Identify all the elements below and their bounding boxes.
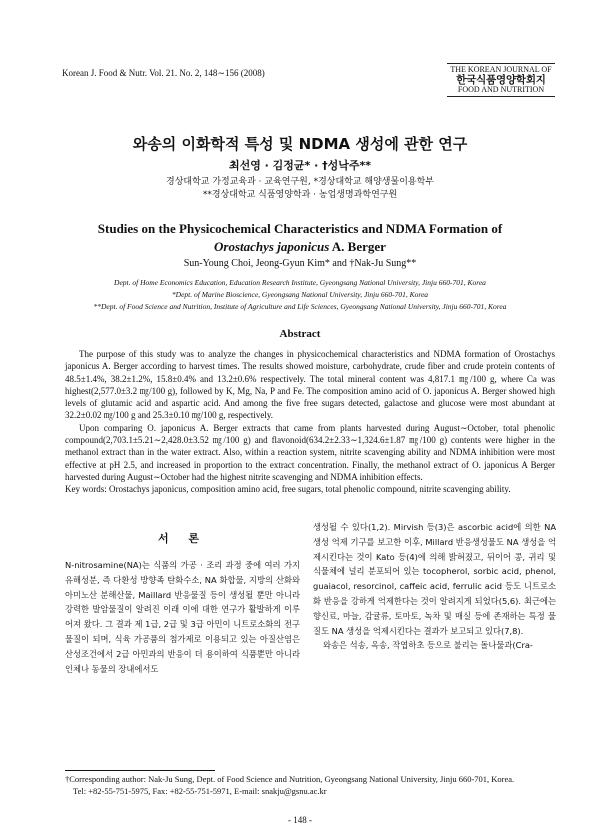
journal-masthead	[447, 62, 555, 98]
korean-affiliation-2: **경상대학교 식품영양학과 · 농업생명과학연구원	[202, 190, 398, 200]
body-left-column: N-nitrosamine(NA)는 식품의 가공 · 조리 과정 중에 여러 가지 유해성분, 즉 다환성 방향족 탄화수소, NA 화합물, 지방의 산화와 아미노산 분해산물, Maillard 반응물질 등이 생성될 뿐만 아니라 강력한 발암물질이 알려진 이래 이에 대한 연구가 활발하게 이루어져 왔다. 그 결과 제 1급, 2급 및 3급 아민이 니트로소화의 전구물질이 되며, 식육 가공품의 첨가제로 이용되고 있는 아질산염은 산성조건에서 2급 아민과의 반응이 더 용이하여 식품뿐만 아니라 인체나 동물의 장내에서도	[65, 560, 300, 674]
keywords: Key words: Orostachys japonicus, composition amino acid, free sugars, total phenolic compound, nitrite scavenging ability.	[65, 484, 511, 495]
english-affiliation-3: **Dept. of Food Science and Nutrition, Institute of Agriculture and Life Sciences, Gyeongsang National University, Jinju 660-701, Korea	[93, 302, 507, 311]
section-heading-introduction: 서 론	[157, 532, 208, 545]
korean-affiliation-1: 경상대학교 가정교육과 · 교육연구원, *경상대학교 해양생물이용학부	[166, 177, 434, 187]
body-right-paragraph-2: 와송은 석송, 옥송, 작엽하초 등으로 불리는 돌나물과(Cra-	[323, 640, 533, 651]
abstract-heading: Abstract	[279, 328, 321, 340]
footnote	[65, 773, 560, 797]
page-number: - 148 -	[288, 815, 312, 825]
corresponding-author: †Corresponding author: Nak-Ju Sung, Dept. of Food Science and Nutrition, Gyeongsang National University, Jinju 660-701, Korea.	[65, 774, 515, 784]
masthead-line1: THE KOREAN JOURNAL OF	[450, 65, 552, 74]
english-affiliation-2: *Dept. of Marine Bioscience, Gyeongsang National University, Jinju 660-701, Korea	[171, 290, 429, 299]
english-affiliation-1: Dept. of Home Economics Education, Education Research Institute, Gyeongsang National University, Jinju 660-701, Korea	[114, 278, 486, 287]
korean-authors: 최선영 · 김정균* · †성낙주**	[228, 159, 372, 172]
species-name: Orostachys japonicus	[214, 239, 330, 254]
english-title	[0, 220, 600, 256]
english-title-line1: Studies on the Physicochemical Characteristics and NDMA Formation of	[97, 221, 503, 236]
contact-info: Tel: +82-55-751-5975, Fax: +82-55-751-5971, E-mail: snakju@gsnu.ac.kr	[73, 786, 327, 796]
species-author: A. Berger	[329, 239, 386, 254]
abstract-paragraph-2: Upon comparing O. japonicus A. Berger extracts that came from plants harvested during August∼October, total phenolic compound(2,703.1±5.21∼2,428.0±3.52 ㎎/100 g) and flavonoid(634.2±2.33∼1,324.6±1.87 ㎎/100 g) contents were higher in the methanol extract than in the water extract. Also, within a reaction system, nitrite scavenging ability and NDMA inhibition were most effective at pH 2.5, and increased in proportion to the extract concentration. Finally, the methanol extract of O. japonicus A Berger harvested during August∼October had the highest nitrite scavenging and NDMA inhibition effects.	[65, 422, 555, 482]
body-right-paragraph-1: 생성될 수 있다(1,2). Mirvish 등(3)은 ascorbic acid에 의한 NA 생성 억제 기구를 보고한 이후, Millard 반응생성물도 NA 생성을 억제시킨다는 것이 Kato 등(4)에 의해 밝혀졌고, 뒤이어 콩, 귀리 및 식물체에 널리 분포되어 있는 tocopherol, sorbic acid, phenol, guaiacol, resorcinol, caffeic acid, ferrulic acid 등도 니트로소화 반응을 강하게 억제한다는 것이 알려지게 되었다(5,6). 최근에는 향신료, 마늘, 감귤류, 토마토, 녹차 및 매실 등에 존재하는 특정 물질도 NA 생성을 억제시킨다는 결과가 보고되고 있다(7,8).	[313, 522, 556, 636]
masthead-line3: FOOD AND NUTRITION	[457, 85, 545, 94]
english-authors: Sun-Young Choi, Jeong-Gyun Kim* and †Nak-Ju Sung**	[183, 258, 417, 269]
abstract-body	[65, 348, 555, 496]
abstract-paragraph-1: The purpose of this study was to analyze the changes in physicochemical characteristics and NDMA formation of Orostachys japonicus A. Berger according to harvest times. The results showed moisture, carbohydrate, crude fiber and crude protein contents of 48.5±1.4%, 38.2±1.2%, 15.8±0.4% and 13.2±0.6% respectively. The total mineral content was 4,817.1 ㎎/100 g, where Ca was highest(2,577.0±3.2 ㎎/100 g), followed by K, Mg, Na, P and Fe. The composition amino acid of O. japonicus A. Berger showed high levels of glutamic acid and aspartic acid. And among the five free sugars detected, galactose and glucose were most abundant at 32.2±0.02 ㎎/100 g and 25.3±0.10 ㎎/100 g, respectively.	[65, 349, 555, 421]
footnote-divider	[65, 770, 215, 771]
korean-title: 와송의 이화학적 특성 및 NDMA 생성에 관한 연구	[132, 135, 468, 153]
body-right-column	[313, 520, 556, 653]
journal-reference: Korean J. Food & Nutr. Vol. 21. No. 2, 148∼156 (2008)	[62, 68, 265, 78]
masthead-line2: 한국식품영양학회지	[456, 74, 546, 86]
